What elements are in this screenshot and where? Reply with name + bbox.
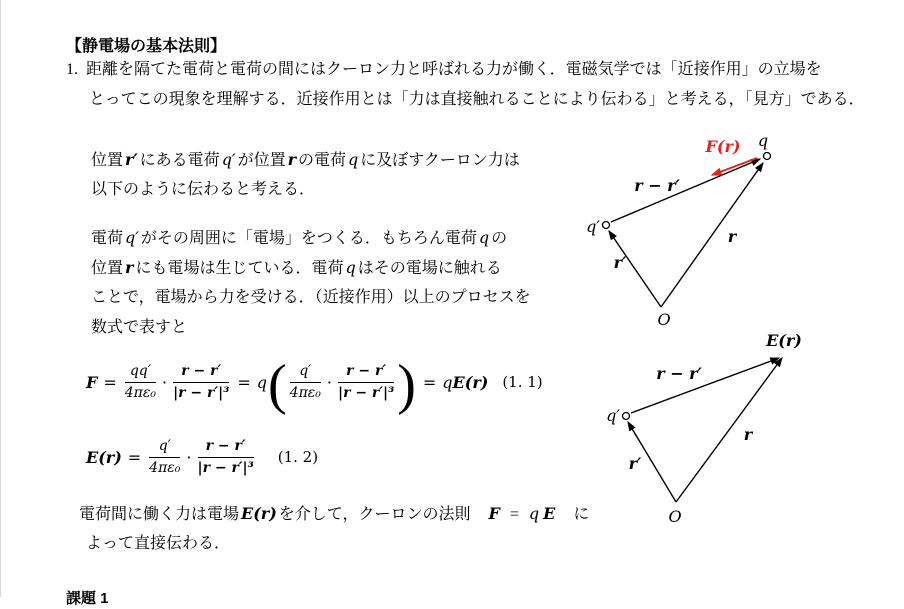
- section-title: 【静電場の基本法則】: [66, 38, 227, 55]
- equation-1-2: [86, 424, 318, 490]
- coulomb-force-diagram: [586, 131, 770, 329]
- vector-r-minus-r-prime-label: r − r′: [634, 176, 680, 195]
- eq12-frac2-num: r − r′: [205, 438, 246, 455]
- charge-q-prime-marker: [623, 413, 630, 420]
- charge-q-prime-marker: [603, 222, 610, 229]
- eq11-frac1-num: qq′: [129, 363, 151, 380]
- field-vector-label: E(r): [766, 331, 802, 350]
- eq12-Er: E(r): [86, 447, 122, 467]
- eq11-q2: q: [442, 372, 453, 392]
- eq12-cdot: ·: [186, 447, 192, 467]
- paragraph-field-line-3: ことで，電場から力を受ける．（近接作用）以上のプロセスを: [91, 289, 531, 306]
- eq11-equals-2: =: [237, 372, 251, 392]
- equation-tag-1-1: (1. 1): [502, 373, 543, 391]
- eq11-frac3-num: q′: [299, 363, 312, 380]
- vector-diagrams: [581, 120, 904, 535]
- origin-label: O: [668, 507, 682, 526]
- next-section-heading-clipped: 課題 1: [66, 590, 109, 607]
- eq11-frac3-den: 4πε₀: [290, 382, 321, 402]
- eq12-fraction-2: [198, 437, 254, 476]
- paragraph-field-line-1: 電荷 q′ がその周囲に「電場」をつくる．もちろん電荷 q の: [91, 228, 508, 247]
- eq11-cdot-2: ·: [326, 372, 332, 392]
- eq11-fraction-4: [338, 362, 394, 401]
- eq11-cdot-1: ·: [162, 372, 168, 392]
- eq11-Er: E(r): [452, 372, 489, 392]
- origin-label: O: [657, 310, 671, 329]
- eq12-frac2-den: |r − r′|³: [198, 457, 254, 477]
- eq11-q: q: [256, 372, 267, 392]
- force-vector-arrow: [712, 158, 757, 175]
- vector-r-minus-r-prime-label: r − r′: [656, 364, 702, 383]
- charge-q-prime-label: q′: [606, 406, 620, 425]
- equation-1-1: F = $\frac{qq'}{\text{4πε₀}}$ · $\frac{r - r'}{\text{|r − r′|³}}$ = q ( $\frac{q'}{\text{4πε₀}}$ · $\frac{r - r'}{\text{|r − r′|³}}$ ) = q E(r) (1. 1): [86, 354, 543, 416]
- eq12-frac1-den: 4πε₀: [149, 457, 180, 477]
- vector-r-prime-label: r′: [628, 454, 642, 473]
- eq11-fraction-3: [290, 362, 321, 401]
- eq11-F: F: [86, 372, 98, 392]
- charge-q-label: q: [757, 131, 769, 150]
- paragraph-position-line-1: 位置 r′ にある電荷 q′ が位置 r の電荷 q に及ぼすクーロン力は: [91, 150, 520, 169]
- eq11-frac1-den: 4πε₀: [125, 382, 156, 402]
- eq11-frac4-den: |r − r′|³: [338, 382, 394, 402]
- eq12-fraction-1: [149, 437, 180, 476]
- paragraph-position-line-2: 以下のように伝わると考える．: [91, 181, 316, 198]
- eq11-frac2-den: |r − r′|³: [173, 382, 229, 402]
- vector-r-prime-label: r′: [613, 253, 627, 272]
- eq11-equals-1: =: [103, 372, 117, 392]
- eq12-frac1-num: q′: [158, 438, 171, 455]
- eq11-fraction-2: [173, 362, 229, 401]
- charge-q-prime-label: q′: [586, 217, 600, 236]
- paragraph-field-line-4: 数式で表すと: [91, 319, 188, 336]
- eq11-fraction-1: [125, 362, 156, 401]
- vector-r-label: r: [743, 425, 753, 444]
- paragraph-field-line-2: 位置 r にも電場は生じている．電荷 q はその電場に触れる: [91, 258, 502, 277]
- vector-r-minus-r-prime-arrow: [631, 358, 779, 413]
- vector-r-label: r: [727, 227, 737, 246]
- eq11-equals-3: =: [422, 372, 437, 392]
- paragraph-coulomb-line-2: よって直接伝わる．: [86, 535, 231, 552]
- numbered-item-line-1: 1. 距離を隔てた電荷と電荷の間にはクーロン力と呼ばれる力が働く．電磁気学では「近接作用」の立場を: [66, 61, 822, 78]
- eq12-equals: =: [127, 447, 142, 467]
- electric-field-diagram: [606, 331, 802, 526]
- equation-tag-1-2: (1. 2): [277, 448, 319, 466]
- paragraph-coulomb-line-1: 電荷間に働く力は電場 E(r) を介して，クーロンの法則 F = q E に: [79, 504, 590, 523]
- numbered-item-line-2: とってこの現象を理解する．近接作用とは「力は直接触れることにより伝わる」と考える，「見方」である．: [89, 91, 865, 108]
- eq11-frac2-num: r − r′: [181, 363, 222, 380]
- eq11-frac4-num: r − r′: [346, 363, 387, 380]
- force-vector-label: F(r): [705, 137, 741, 156]
- charge-q-marker: [764, 153, 771, 160]
